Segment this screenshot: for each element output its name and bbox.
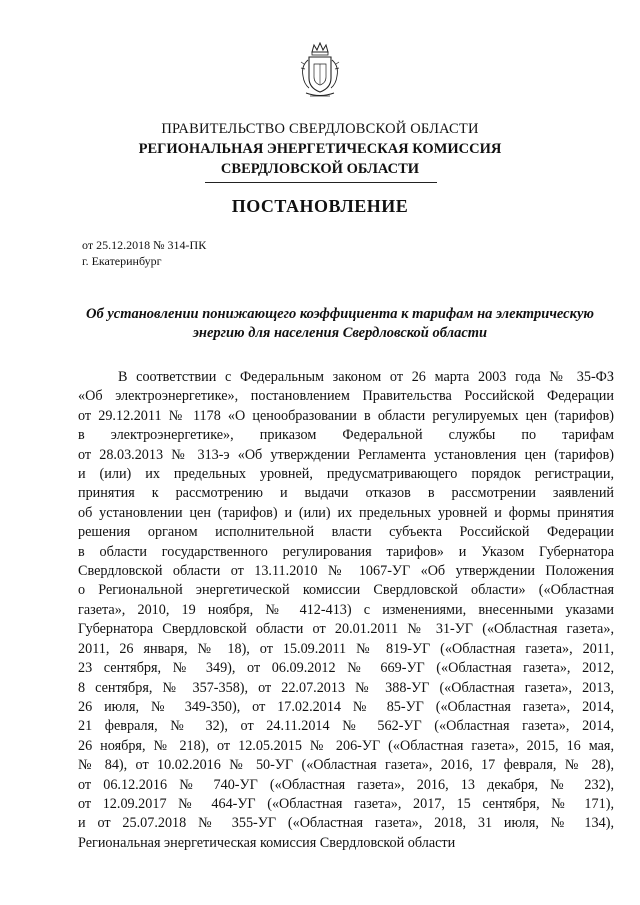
body-line: В соответствии с Федеральным законом от 26 марта 2003 года № 35-ФЗ [118, 369, 614, 385]
body-line: от 28.03.2013 № 313-э «Об утверждении Регламента установления цен (тарифов) [78, 446, 614, 463]
body-line: от 29.12.2011 № 1178 «О ценообразовании в области регулируемых цен (тарифов) [78, 407, 614, 424]
body-line: № 84), от 10.02.2016 № 50-УГ («Областная газета», 2016, 17 февраля, № 28), [78, 757, 614, 774]
subject-line: энергию для населения Свердловской области [192, 325, 488, 341]
body-line: 21 февраля, № 32), от 24.11.2014 № 562-УГ («Областная газета», 2014, [78, 718, 614, 735]
subject-line: Об установлении понижающего коэффициента к тарифам на электрическую [86, 306, 594, 322]
body-line: 23 сентября, № 349), от 06.09.2012 № 669-УГ («Областная газета», 2012, [78, 660, 614, 677]
body-line: «Об электроэнергетике», постановлением Правительства Российской Федерации [78, 388, 614, 405]
body-line: 26 июля, № 349-350), от 17.02.2014 № 85-УГ («Областная газета», 2014, [78, 698, 614, 715]
commission-name-line1: РЕГИОНАЛЬНАЯ ЭНЕРГЕТИЧЕСКАЯ КОМИССИЯ [138, 141, 502, 157]
document-title: ПОСТАНОВЛЕНИЕ [231, 196, 409, 216]
body-line: в области государственного регулирования тарифов» и Указом Губернатора [78, 543, 614, 560]
body-line: 8 сентября, № 357-358), от 22.07.2013 № 388-УГ («Областная газета», 2013, [78, 679, 614, 696]
body-line: 26 ноября, № 218), от 12.05.2015 № 206-УГ («Областная газета», 2015, 16 мая, [78, 737, 614, 754]
coat-of-arms-emblem [300, 42, 340, 100]
body-line: от 06.12.2016 № 740-УГ («Областная газета», 2016, 13 декабря, № 232), [78, 776, 614, 793]
body-line: и (или) их предельных уровней, предусматривающего порядок регистрации, [78, 466, 614, 483]
date-and-number: от 25.12.2018 № 314-ПК [82, 238, 207, 252]
body-line: Региональная энергетическая комиссия Свердловской области [78, 834, 456, 851]
city: г. Екатеринбург [82, 254, 162, 268]
government-name: ПРАВИТЕЛЬСТВО СВЕРДЛОВСКОЙ ОБЛАСТИ [161, 121, 479, 137]
body-line: решения органом исполнительной власти субъекта Российской Федерации [78, 524, 614, 541]
body-line: 2011, 26 января, № 18), от 15.09.2011 № 819-УГ («Областная газета», 2011, [78, 640, 614, 657]
body-paragraph [78, 368, 614, 853]
body-line: от 12.09.2017 № 464-УГ («Областная газета», 2017, 15 сентября, № 171), [78, 795, 614, 812]
commission-name-line2: СВЕРДЛОВСКОЙ ОБЛАСТИ [220, 161, 420, 177]
body-line: принятия к рассмотрению и выдачи отказов в рассмотрении заявлений [78, 485, 614, 502]
body-line: в электроэнергетике», приказом Федеральной службы по тарифам [78, 427, 614, 444]
header-divider [205, 182, 437, 183]
body-line: о Региональной энергетической комиссии Свердловской области» («Областная [78, 582, 614, 599]
body-line: и от 25.07.2018 № 355-УГ («Областная газета», 2018, 31 июля, № 134), [78, 815, 614, 832]
body-line: Свердловской области от 13.11.2010 № 1067-УГ «Об утверждении Положения [78, 563, 614, 580]
body-line: Губернатора Свердловской области от 20.01.2011 № 31-УГ («Областная газета», [78, 621, 614, 638]
body-line: газета», 2010, 19 ноября, № 412-413) с изменениями, внесенными указами [78, 601, 614, 618]
body-line: об установлении цен (тарифов) и (или) их предельных уровней и формы принятия [78, 504, 614, 521]
document-subject [70, 305, 610, 343]
